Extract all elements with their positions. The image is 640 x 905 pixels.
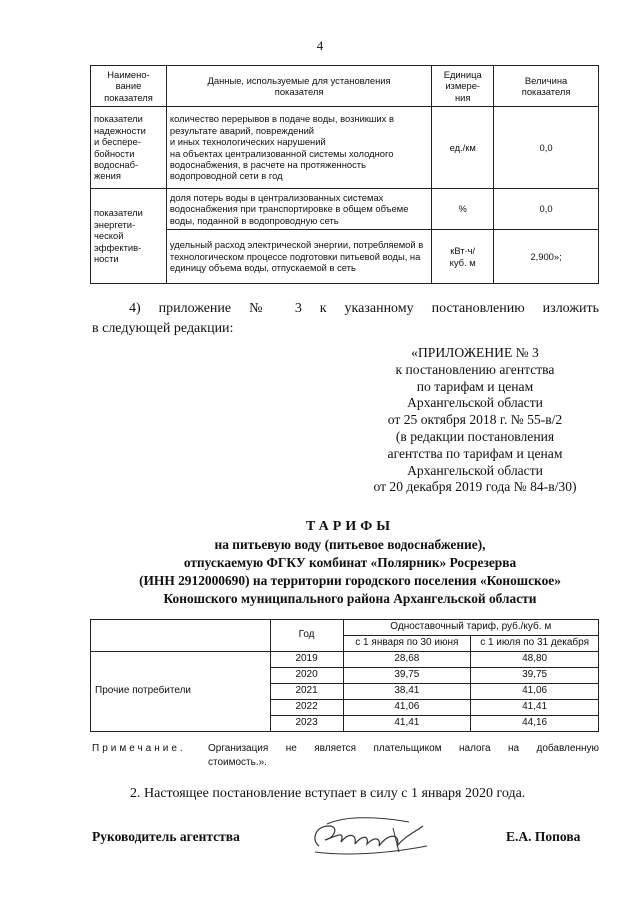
paragraph-2: 2. Настоящее постановление вступает в силу с 1 января 2020 года.	[130, 786, 526, 801]
tariff-p1: 41,06	[343, 700, 471, 716]
tariff-header-row	[91, 620, 599, 636]
tariff-row	[91, 652, 599, 668]
tariff-year: 2022	[270, 700, 343, 716]
appendix-line: Архангельской области	[407, 462, 543, 478]
tariff-year: 2021	[270, 684, 343, 700]
tariffs-subtitle-line: (ИНН 2912000690) на территории городского поселения «Коношское»	[139, 573, 561, 588]
tariff-p1: 39,75	[343, 668, 471, 684]
tariffs-subtitle-line: отпускаемую ФГКУ комбинат «Полярник» Росрезерва	[183, 555, 517, 570]
tariff-header-period2: с 1 июля по 31 декабря	[471, 636, 599, 652]
energy-consumption-row	[91, 230, 599, 284]
header-unit: Единица измере- ния	[432, 66, 494, 107]
appendix-header	[330, 345, 620, 496]
reliability-row	[91, 107, 599, 189]
appendix-line: (в редакции постановления	[395, 428, 555, 444]
tariff-p1: 38,41	[343, 684, 471, 700]
tariffs-subtitle-line: на питьевую воду (питьевое водоснабжение),	[214, 537, 486, 552]
appendix-line: от 20 декабря 2019 года № 84-в/30)	[373, 479, 577, 495]
energy-consumption-data: удельный расход электрической энергии, потребляемой в технологическом процессе подготовки питьевой воды, на единицу объема воды, отпускаемой в сеть	[166, 230, 431, 284]
tariffs-subtitle-line: Коношского муниципального района Архангельской области	[163, 591, 537, 606]
water-loss-row	[91, 189, 599, 230]
note-label: Примечание.	[92, 743, 186, 754]
tariff-p2: 44,16	[471, 716, 599, 732]
water-loss-value: 0,0	[494, 189, 599, 230]
tariff-consumer: Прочие потребители	[91, 652, 271, 732]
note-text-line2: стоимость.».	[208, 757, 267, 768]
tariff-header-rate: Одноставочный тариф, руб./куб. м	[343, 620, 599, 636]
water-loss-data: доля потерь воды в централизованных системах водоснабжения при транспортировке в общем объеме воды, поданной в водопроводную сеть	[166, 189, 431, 230]
indicators-table	[90, 65, 599, 284]
appendix-line: к постановлению агентства	[395, 361, 555, 377]
water-loss-unit: %	[432, 189, 494, 230]
appendix-line: от 25 октября 2018 г. № 55-в/2	[387, 412, 563, 428]
paragraph-4-line2: в следующей редакции:	[92, 321, 234, 336]
header-data: Данные, используемые для установления показателя	[166, 66, 431, 107]
reliability-value: 0,0	[494, 107, 599, 189]
tariffs-title: ТАРИФЫ	[306, 519, 394, 534]
appendix-line: агентства по тарифам и ценам	[387, 445, 563, 461]
tariff-table	[90, 619, 599, 732]
note-text-line1: Организация не является плательщиком налога на добавленную	[208, 743, 599, 754]
tariff-header-blank	[91, 620, 271, 652]
tariff-p2: 41,06	[471, 684, 599, 700]
reliability-name: показатели надежности и беспере- бойности водоснаб- жения	[91, 107, 167, 189]
header-indicator-name: Наимено- вание показателя	[91, 66, 167, 107]
handwritten-signature	[305, 812, 435, 860]
tariff-year: 2019	[270, 652, 343, 668]
header-value: Величина показателя	[494, 66, 599, 107]
tariff-p1: 28,68	[343, 652, 471, 668]
energy-consumption-value: 2,900»;	[494, 230, 599, 284]
energy-efficiency-name: показатели энергети- ческой эффектив- ности	[91, 189, 167, 284]
tariff-year: 2023	[270, 716, 343, 732]
tariff-header-year: Год	[270, 620, 343, 652]
signatory-position: Руководитель агентства	[92, 829, 240, 844]
page-number: 4	[316, 38, 324, 53]
appendix-line: «ПРИЛОЖЕНИЕ № 3	[411, 345, 539, 360]
paragraph-4-line1: 4) приложение № 3 к указанному постановлению изложить	[129, 301, 599, 316]
tariffs-heading	[60, 518, 640, 608]
tariff-header-period1: с 1 января по 30 июня	[343, 636, 471, 652]
indicators-header-row	[91, 66, 599, 107]
tariff-year: 2020	[270, 668, 343, 684]
tariff-p2: 39,75	[471, 668, 599, 684]
tariff-p2: 48,80	[471, 652, 599, 668]
reliability-unit: ед./км	[432, 107, 494, 189]
appendix-line: Архангельской области	[407, 395, 543, 411]
tariff-p1: 41,41	[343, 716, 471, 732]
tariff-p2: 41,41	[471, 700, 599, 716]
signatory-name: Е.А. Попова	[506, 829, 581, 844]
energy-consumption-unit: кВт·ч/ куб. м	[432, 230, 494, 284]
reliability-data: количество перерывов в подаче воды, возникших в результате аварий, повреждений и иных технологических нарушений на объектах централизованной системы холодного водоснабжения, в расчете на протяженность водопроводной сети в год	[166, 107, 431, 189]
appendix-line: по тарифам и ценам	[416, 378, 534, 394]
